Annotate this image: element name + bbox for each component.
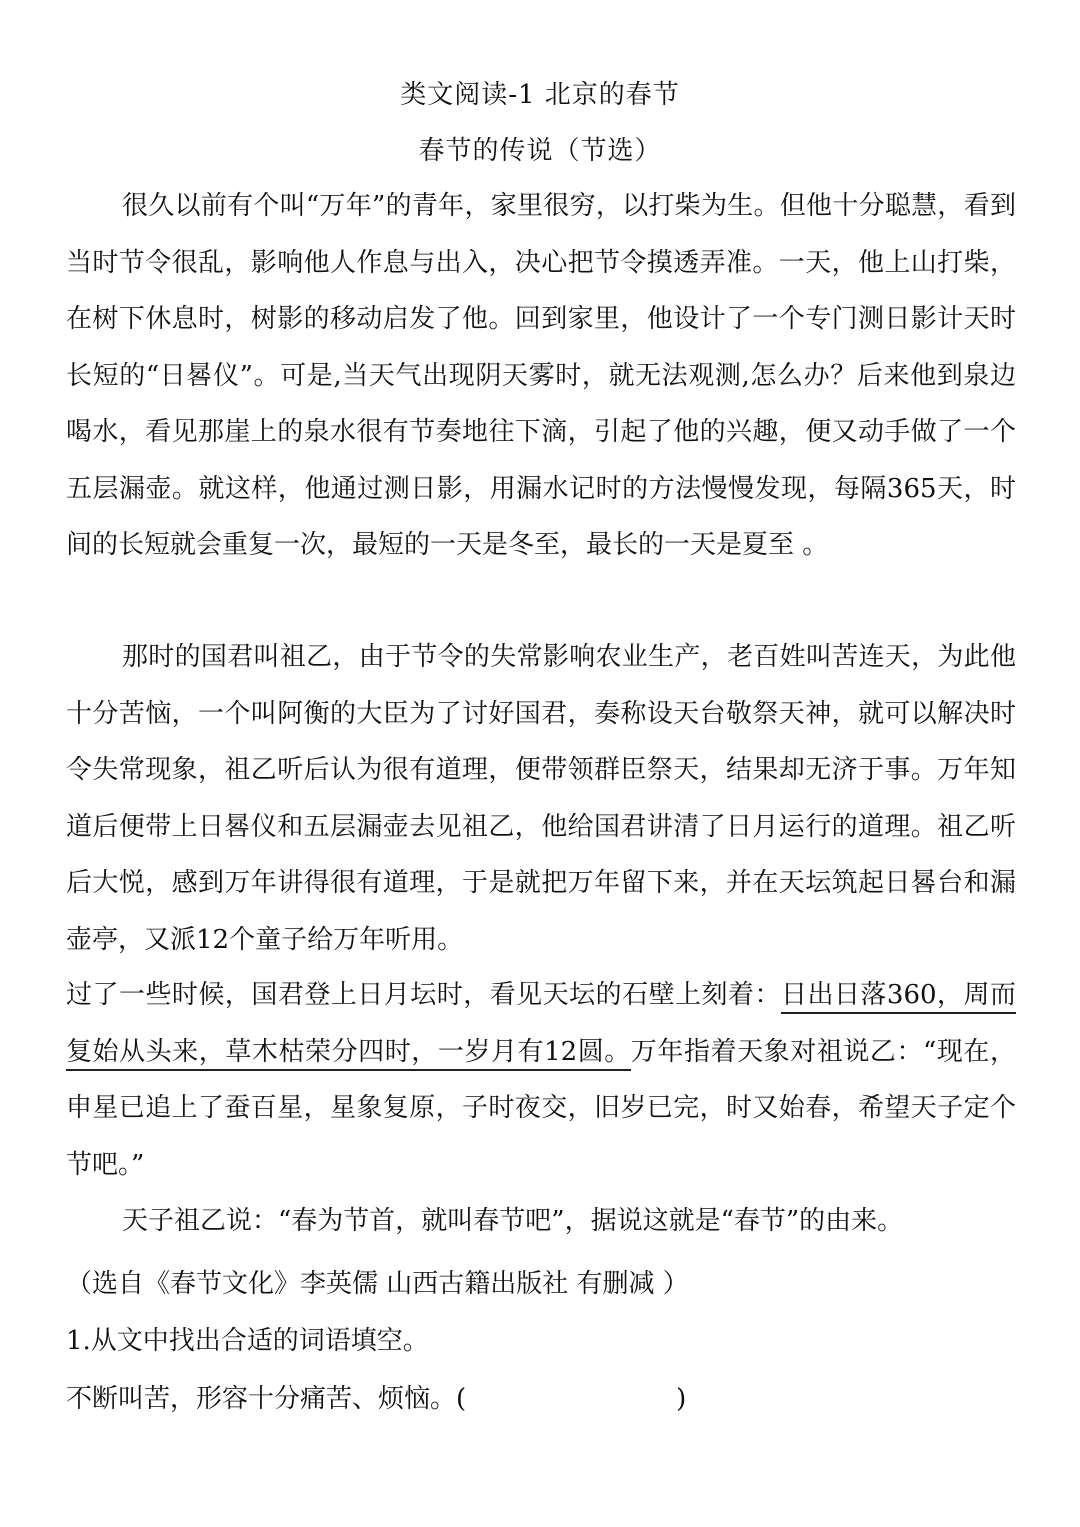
question-1: 1.从文中找出合适的词语填空。	[66, 1326, 429, 1356]
paragraph-3	[66, 967, 1016, 1193]
paragraph-3-before: 过了一些时候，国君登上日月坛时，看见天坛的石壁上刻着：	[66, 980, 781, 1010]
source-citation: （选自《春节文化》李英儒 山西古籍出版社 有删减 ）	[66, 1269, 689, 1299]
paragraph-2: 那时的国君叫祖乙，由于节令的失常影响农业生产，老百姓叫苦连天，为此他十分苦恼，一个叫阿衡的大臣为了讨好国君，奏称设天台敬祭天神，就可以解决时令失常现象，祖乙听后认为很有道理，便带领群臣祭天，结果却无济于事。万年知道后便带上日晷仪和五层漏壶去见祖乙，他给国君讲清了日月运行的道理。祖乙听后大悦，感到万年讲得很有道理，于是就把万年留下来，并在天坛筑起日晷台和漏壶亭，又派12个童子给万年听用。	[66, 642, 1016, 955]
page-subtitle: 春节的传说（节选）	[418, 136, 662, 166]
fill-in-question	[66, 1378, 1016, 1415]
paragraph-3-after: 万年指着天象对祖说乙：“现在，申星已追上了蚕百星，星象复原，子时夜交，旧岁已完，时又始春，希望天子定个节吧。”	[66, 1036, 1016, 1180]
paragraph-1: 很久以前有个叫“万年”的青年，家里很穷，以打柴为生。但他十分聪慧，看到当时节令很乱，影响他人作息与出入，决心把节令摸透弄准。一天，他上山打柴，在树下休息时，树影的移动启发了他。回到家里，他设计了一个专门测日影计天时长短的“日晷仪”。可是,当天气出现阴天雾时，就无法观测,怎么办？后来他到泉边喝水，看见那崖上的泉水很有节奏地往下滴，引起了他的兴趣，便又动手做了一个五层漏壶。就这样，他通过测日影，用漏水记时的方法慢慢发现，每隔365天，时间的长短就会重复一次，最短的一天是冬至，最长的一天是夏至 。	[66, 191, 1016, 560]
fill-prompt: 不断叫苦，形容十分痛苦、烦恼。(	[66, 1384, 467, 1414]
paragraph-4: 天子祖乙说：“春为节首，就叫春节吧”，据说这就是“春节”的由来。	[122, 1206, 904, 1236]
underlined-inscription: 日出日落360，周而复始从头来，草木枯荣分四时，一岁月有12圆。	[66, 980, 1016, 1071]
fill-close-paren: )	[676, 1384, 687, 1414]
page-title: 类文阅读-1 北京的春节	[400, 80, 680, 110]
